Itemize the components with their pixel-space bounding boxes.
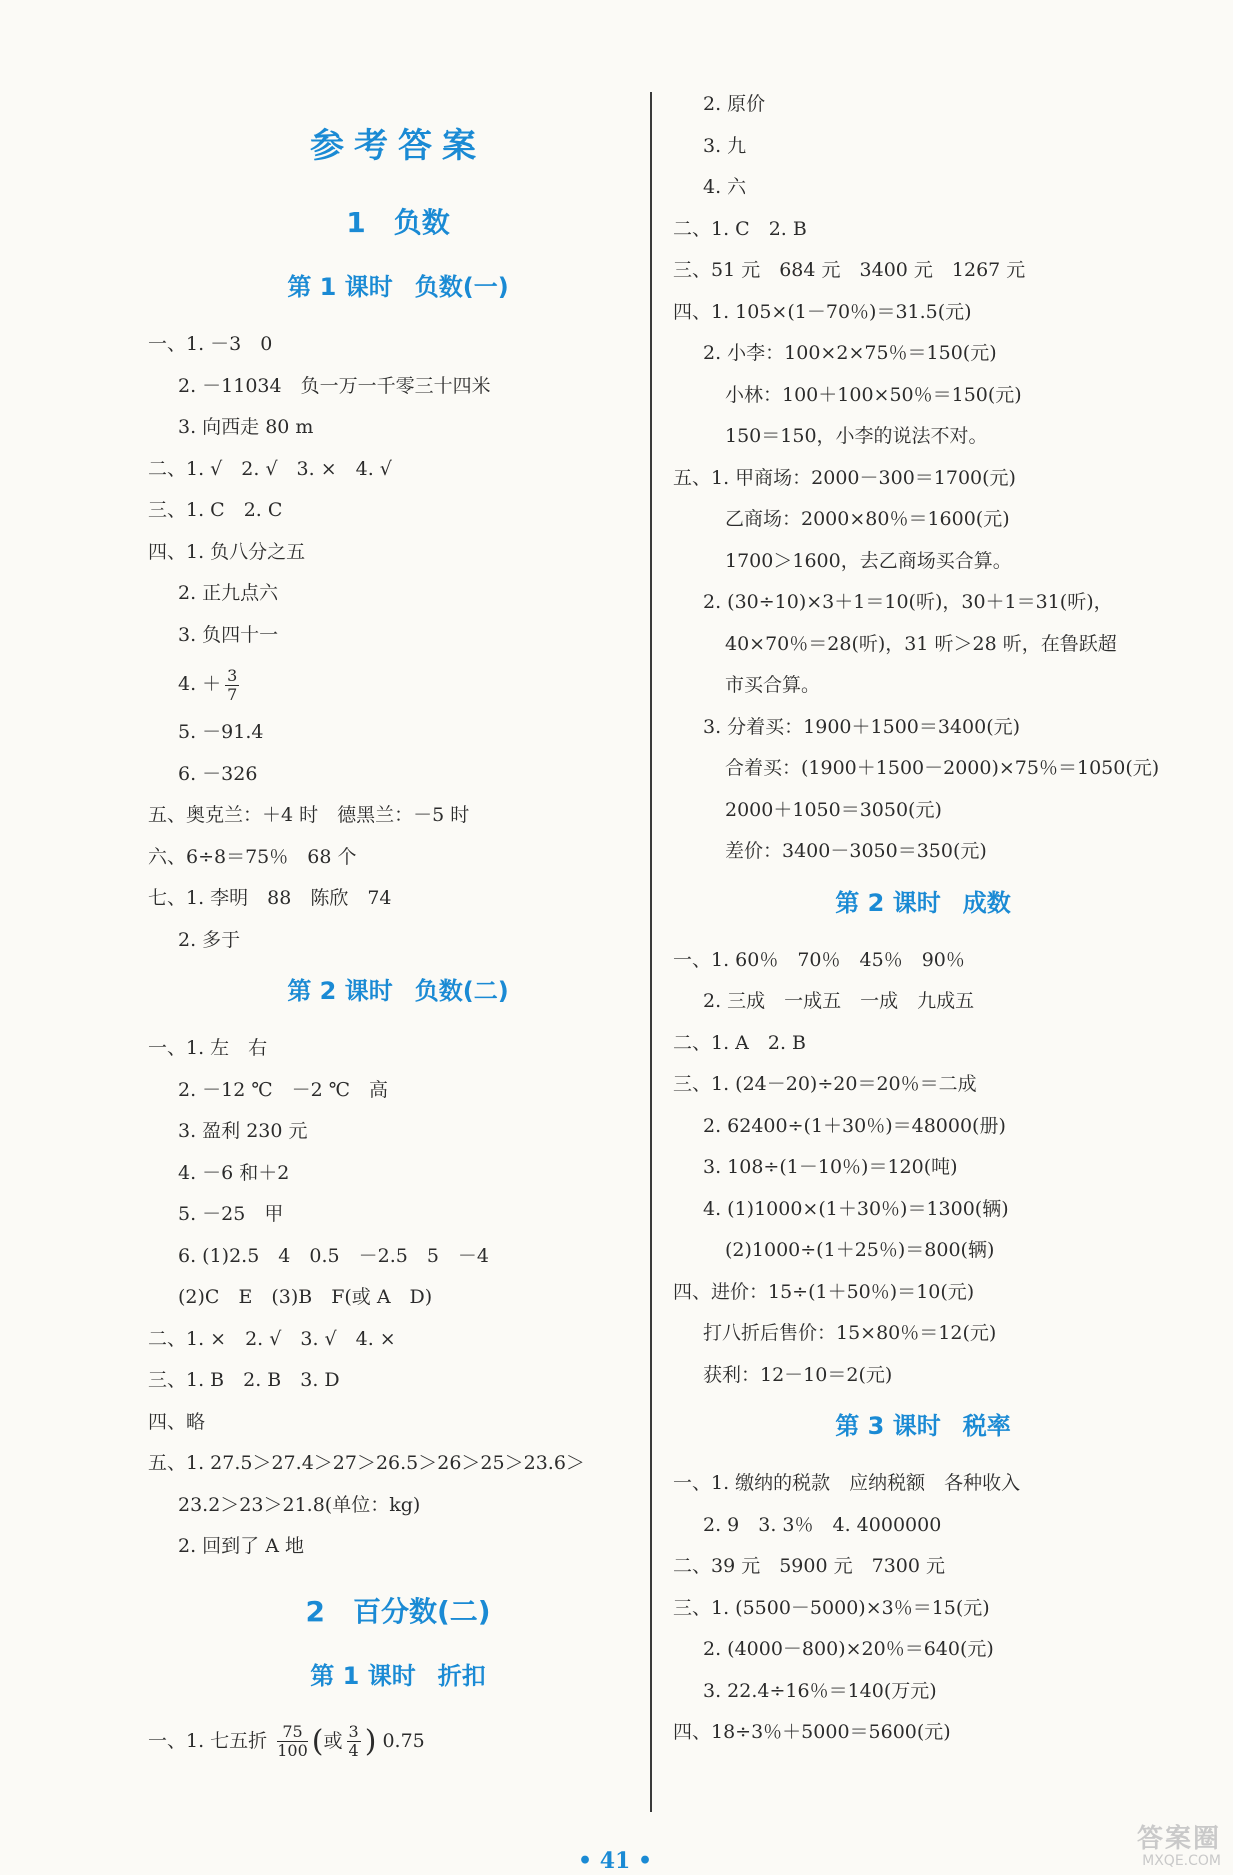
answer-line: 五、奥克兰：＋4 时 德黑兰：－5 时 <box>148 804 470 826</box>
answer-line: 3. 负四十一 <box>178 623 279 646</box>
answer-line: 2. 三成 一成五 一成 九成五 <box>703 990 975 1012</box>
chapter-1-number: 1 <box>346 206 366 239</box>
answer-line: 二、1. A 2. B <box>673 1031 807 1054</box>
lesson-heading <box>673 1406 1173 1441</box>
fraction-denominator: 100 <box>277 1741 308 1760</box>
answer-line: 二、1. C 2. B <box>673 217 807 240</box>
lesson-label: 第 2 课时 <box>287 977 393 1005</box>
answer-line: 四、1. 105×(1－70％)＝31.5(元) <box>673 300 972 323</box>
watermark-text: 答案圈 <box>1136 1824 1221 1854</box>
answer-line: 七、1. 李明 88 陈欣 74 <box>148 887 392 909</box>
answer-line: 2. 多于 <box>178 928 241 951</box>
answer-line: 4. 六 <box>703 176 747 198</box>
answer-line: (2)1000÷(1＋25％)＝800(辆) <box>725 1239 995 1261</box>
answer-line: 2. 原价 <box>703 93 766 115</box>
answer-line: 三、1. (24－20)÷20＝20％＝二成 <box>673 1073 977 1095</box>
chapter-1-name: 负数 <box>393 206 450 239</box>
answer-line: 一、1. 缴纳的税款 应纳税额 各种收入 <box>673 1472 1021 1494</box>
answer-line: 一、1. 左 右 <box>148 1037 268 1059</box>
answer-line: 乙商场：2000×80％＝1600(元) <box>725 508 1010 530</box>
answer-line: 四、略 <box>148 1410 206 1433</box>
answer-line: 2. 62400÷(1＋30％)＝48000(册) <box>703 1114 1006 1137</box>
fraction-denominator: 7 <box>227 684 238 704</box>
page-title: 参考答案 <box>310 126 486 166</box>
chapter-2-name: 百分数(二) <box>352 1594 491 1628</box>
answer-line-fraction <box>148 656 648 712</box>
answer-line: 合着买：(1900＋1500－2000)×75％＝1050(元) <box>725 757 1160 779</box>
answer-line: 2. (4000－800)×20％＝640(元) <box>703 1638 994 1660</box>
lesson-label: 第 2 课时 <box>835 888 941 917</box>
fraction-denominator: 4 <box>348 1741 359 1760</box>
answer-line-fraction: 一、1. 七五折 $\frac{75}{100}$ (或 $\frac{3}{4}$ ) 0.75 <box>148 1722 425 1760</box>
watermark-logo <box>1071 1825 1221 1869</box>
answer-line: 一、1. 60％ 70％ 45％ 90％ <box>673 948 965 971</box>
page-number: • 41 • <box>577 1848 653 1874</box>
chapter-2-heading <box>148 1590 648 1630</box>
lesson-label: 第 1 课时 <box>310 1661 416 1690</box>
answer-line: 2. 9 3. 3％ 4. 4000000 <box>703 1513 942 1536</box>
fraction <box>277 1723 308 1760</box>
answer-line: 四、18÷3％＋5000＝5600(元) <box>673 1721 951 1743</box>
answer-line: 五、1. 甲商场：2000－300＝1700(元) <box>673 466 1016 489</box>
lesson-heading <box>148 267 648 302</box>
lesson-name: 折扣 <box>437 1661 486 1690</box>
answer-line: 四、1. 负八分之五 <box>148 540 306 563</box>
answer-line: 23.2＞23＞21.8(单位：kg) <box>178 1493 421 1516</box>
answer-line: 小林：100＋100×50％＝150(元) <box>725 383 1022 406</box>
answer-line: 3. 盈利 230 元 <box>178 1120 308 1142</box>
answer-line: 3. 108÷(1－10％)＝120(吨) <box>703 1156 958 1178</box>
lesson-name: 负数(二) <box>414 977 509 1005</box>
left-column <box>148 100 648 1770</box>
answer-line: 打八折后售价：15×80％＝12(元) <box>703 1322 997 1344</box>
answer-text: 4. ＋ <box>178 673 222 695</box>
answer-line: 5. －91.4 <box>178 721 264 743</box>
answer-line: 二、1. × 2. √ 3. √ 4. × <box>148 1327 396 1350</box>
answer-line: 三、1. (5500－5000)×3％＝15(元) <box>673 1596 990 1619</box>
answer-line: 6. －326 <box>178 762 258 785</box>
answer-line: 2. －12 ℃ －2 ℃ 高 <box>178 1078 389 1101</box>
answer-line: 三、1. C 2. C <box>148 499 283 521</box>
fraction <box>225 667 239 704</box>
lesson-label: 第 1 课时 <box>287 273 393 301</box>
answer-line: 三、1. B 2. B 3. D <box>148 1369 340 1391</box>
answer-text: 或 <box>323 1729 343 1752</box>
lesson-name: 成数 <box>962 888 1011 917</box>
answer-text: 一、1. 七五折 <box>148 1729 268 1752</box>
chapter-1-heading <box>148 201 648 241</box>
fraction-numerator: 3 <box>348 1722 359 1741</box>
answer-line: 2. 小李：100×2×75％＝150(元) <box>703 342 997 364</box>
answer-line: 1700＞1600，去乙商场买合算。 <box>725 549 1012 572</box>
lesson-heading <box>673 883 1173 918</box>
answer-line: 4. －6 和＋2 <box>178 1161 290 1184</box>
fraction <box>347 1723 361 1760</box>
answer-line: 3. 22.4÷16％＝140(万元) <box>703 1679 937 1702</box>
right-column <box>673 84 1193 1754</box>
answer-line: 2000＋1050＝3050(元) <box>725 798 942 821</box>
answer-line: 一、1. －3 0 <box>148 333 273 355</box>
answer-line: 二、39 元 5900 元 7300 元 <box>673 1555 946 1577</box>
answer-line: 150＝150，小李的说法不对。 <box>725 425 988 447</box>
lesson-name: 税率 <box>962 1412 1011 1440</box>
answer-line: 差价：3400－3050＝350(元) <box>725 840 987 862</box>
answer-line: 五、1. 27.5＞27.4＞27＞26.5＞26＞25＞23.6＞ <box>148 1452 585 1474</box>
answer-line: 3. 向西走 80 m <box>178 416 314 438</box>
watermark-url: MXQE.COM <box>1142 1853 1221 1869</box>
answer-line: 六、6÷8＝75％ 68 个 <box>148 845 357 868</box>
answer-line: 三、51 元 684 元 3400 元 1267 元 <box>673 259 1026 281</box>
lesson-label: 第 3 课时 <box>835 1412 941 1440</box>
answer-line: 2. (30÷10)×3＋1＝10(听)，30＋1＝31(听)， <box>703 591 1113 613</box>
answer-line: 2. 回到了 A 地 <box>178 1535 304 1557</box>
column-divider <box>650 92 652 1812</box>
answer-line: 二、1. √ 2. √ 3. × 4. √ <box>148 457 392 480</box>
lesson-heading <box>148 971 648 1006</box>
answer-line: 6. (1)2.5 4 0.5 －2.5 5 －4 <box>178 1244 489 1267</box>
fraction-numerator: 75 <box>277 1723 308 1742</box>
answer-line: 2. 正九点六 <box>178 582 279 604</box>
lesson-name: 负数(一) <box>414 273 509 301</box>
lesson-heading <box>148 1656 648 1691</box>
answer-line: 5. －25 甲 <box>178 1203 284 1225</box>
answer-line: 3. 分着买：1900＋1500＝3400(元) <box>703 715 1021 738</box>
answer-line: 市买合算。 <box>725 674 821 696</box>
fraction-numerator: 3 <box>227 665 238 685</box>
answer-line: 2. －11034 负一万一千零三十四米 <box>178 374 491 397</box>
answer-line: 4. (1)1000×(1＋30％)＝1300(辆) <box>703 1197 1009 1220</box>
answer-line: 四、进价：15÷(1＋50％)＝10(元) <box>673 1280 975 1303</box>
answer-line: 获利：12－10＝2(元) <box>703 1363 893 1386</box>
answer-text: 0.75 <box>382 1729 425 1752</box>
answer-line: 3. 九 <box>703 134 747 157</box>
chapter-2-number: 2 <box>305 1594 325 1628</box>
answer-line: (2)C E (3)B F(或 A D) <box>178 1286 433 1308</box>
answer-line: 40×70％＝28(听)，31 听＞28 听，在鲁跃超 <box>725 632 1117 655</box>
